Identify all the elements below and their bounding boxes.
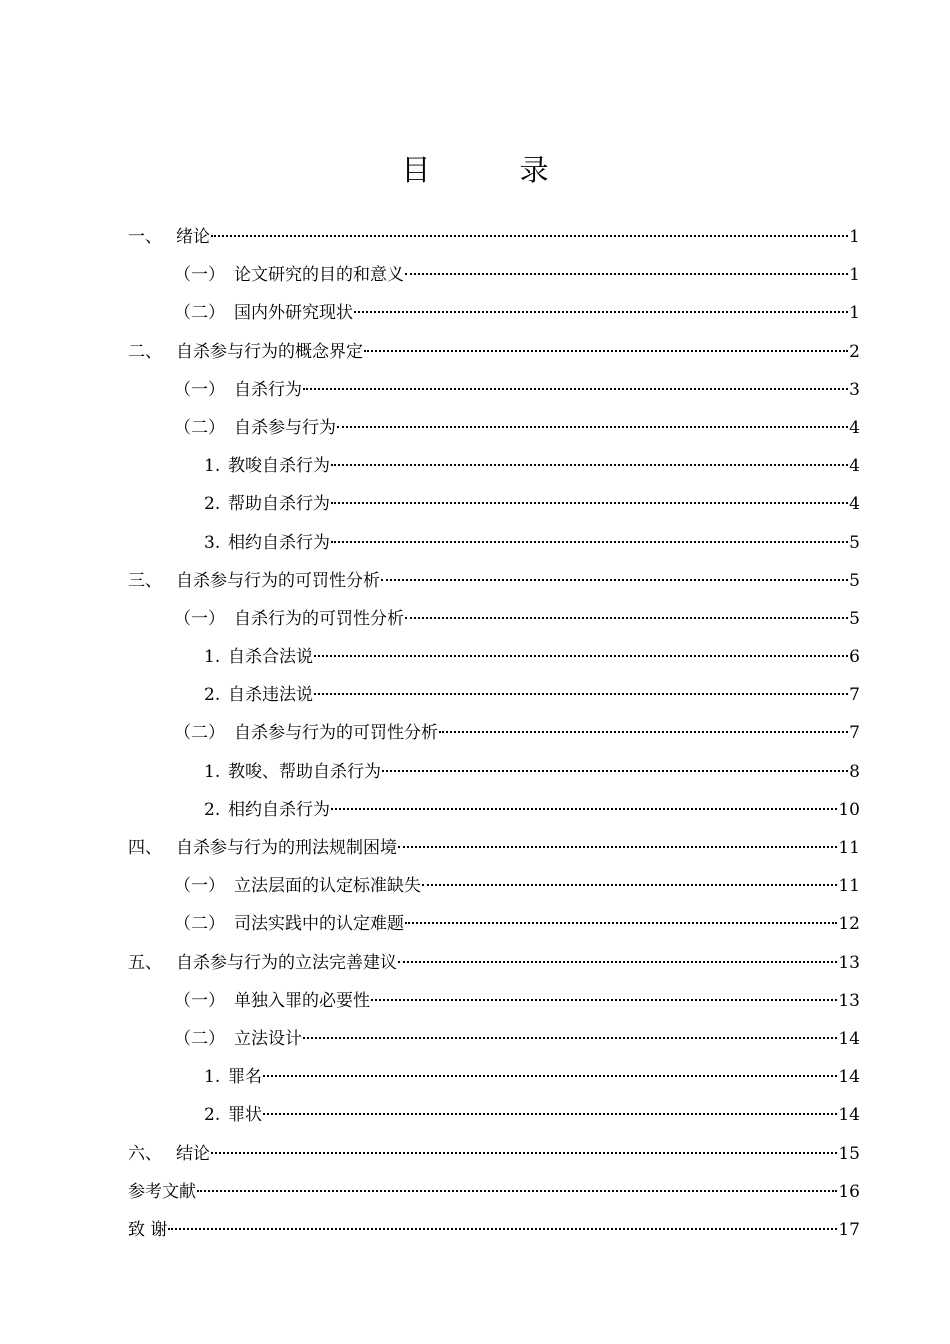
toc-entry-label: 自杀行为 bbox=[234, 379, 302, 400]
toc-entry-number: 2. bbox=[204, 685, 221, 706]
dot-leader bbox=[398, 846, 837, 848]
toc-entry-label: 绪论 bbox=[176, 227, 210, 247]
toc-entry-page-number: 17 bbox=[838, 1219, 860, 1240]
toc-entry-number: 五、 bbox=[128, 952, 162, 973]
toc-entry-level-3[interactable] bbox=[128, 1096, 860, 1134]
toc-entry-label: 国内外研究现状 bbox=[234, 303, 353, 324]
toc-entry-number: （一） bbox=[174, 990, 225, 1011]
toc-entry-page-number: 15 bbox=[838, 1143, 860, 1164]
toc-entry-level-3[interactable] bbox=[128, 676, 860, 714]
toc-entry-label: 自杀参与行为 bbox=[234, 417, 336, 438]
toc-entry-level-3[interactable] bbox=[128, 1058, 860, 1096]
toc-entry-label: 罪状 bbox=[228, 1105, 262, 1126]
toc-entry-level-2[interactable] bbox=[128, 905, 860, 943]
toc-entry-page-number: 7 bbox=[849, 723, 860, 744]
dot-leader bbox=[381, 579, 848, 581]
toc-entry-label: 结论 bbox=[176, 1143, 210, 1164]
toc-entry-level-1[interactable] bbox=[128, 333, 860, 371]
dot-leader bbox=[331, 541, 848, 543]
toc-entry-number: （二） bbox=[174, 303, 225, 324]
toc-entry-label: 自杀违法说 bbox=[228, 685, 313, 706]
toc-entry-number: 2. bbox=[204, 799, 221, 820]
toc-entry-level-3[interactable] bbox=[128, 791, 860, 829]
toc-entry-number: 1. bbox=[204, 647, 221, 668]
dot-leader bbox=[211, 235, 848, 237]
dot-leader bbox=[211, 1152, 837, 1154]
toc-entry-number: （一） bbox=[174, 876, 225, 897]
toc-entry-number: 2. bbox=[204, 494, 221, 515]
toc-entry-number: 1. bbox=[204, 456, 221, 477]
dot-leader bbox=[405, 922, 837, 924]
toc-entry-number: 一、 bbox=[128, 227, 162, 247]
dot-leader bbox=[398, 961, 837, 963]
toc-entry-number: （二） bbox=[174, 417, 225, 438]
dot-leader bbox=[422, 884, 837, 886]
toc-entry-page-number: 14 bbox=[838, 1067, 860, 1088]
toc-entry-level-2[interactable] bbox=[128, 867, 860, 905]
toc-entry-page-number: 14 bbox=[838, 1028, 860, 1049]
toc-entry-level-3[interactable] bbox=[128, 485, 860, 523]
toc-entry-label: 罪名 bbox=[228, 1067, 262, 1088]
toc-entry-level-1[interactable] bbox=[128, 829, 860, 867]
toc-entry-page-number: 1 bbox=[849, 303, 860, 324]
toc-entry-page-number: 11 bbox=[838, 838, 860, 858]
toc-entry-label: 教唆自杀行为 bbox=[228, 456, 330, 477]
toc-entry-level-1[interactable] bbox=[128, 562, 860, 600]
toc-entry-page-number: 13 bbox=[838, 952, 860, 973]
toc-entry-page-number: 8 bbox=[849, 761, 860, 782]
toc-entry-page-number: 5 bbox=[849, 570, 860, 591]
dot-leader bbox=[405, 273, 848, 275]
toc-entry-label: 自杀参与行为的可罚性分析 bbox=[176, 570, 380, 591]
dot-leader bbox=[303, 1037, 837, 1039]
toc-entry-level-3[interactable] bbox=[128, 524, 860, 562]
toc-entry-level-2[interactable] bbox=[128, 256, 860, 294]
toc-entry-page-number: 6 bbox=[849, 647, 860, 668]
dot-leader bbox=[263, 1075, 837, 1077]
toc-entry-number: 1. bbox=[204, 1067, 221, 1088]
toc-entry-number: 1. bbox=[204, 761, 221, 782]
toc-entry-level-2[interactable] bbox=[128, 600, 860, 638]
toc-entry-number: 六、 bbox=[128, 1143, 162, 1164]
toc-entry-label: 司法实践中的认定难题 bbox=[234, 914, 404, 935]
toc-entry-level-2[interactable] bbox=[128, 294, 860, 332]
toc-entry-page-number: 4 bbox=[849, 456, 860, 477]
toc-entry-label: 自杀参与行为的概念界定 bbox=[176, 341, 363, 362]
toc-entry-number: （一） bbox=[174, 608, 225, 629]
dot-leader bbox=[405, 617, 848, 619]
toc-entry-number: （一） bbox=[174, 265, 225, 286]
toc-entry-label: 单独入罪的必要性 bbox=[234, 990, 370, 1011]
toc-entry-level-1[interactable] bbox=[128, 1135, 860, 1173]
toc-entry-level-2[interactable] bbox=[128, 982, 860, 1020]
toc-entry-label: 自杀参与行为的立法完善建议 bbox=[176, 952, 397, 973]
dot-leader bbox=[303, 388, 848, 390]
dot-leader bbox=[354, 311, 848, 313]
toc-entry-page-number: 16 bbox=[838, 1181, 860, 1202]
toc-entry-page-number: 11 bbox=[838, 876, 860, 897]
toc-entry-label: 论文研究的目的和意义 bbox=[234, 265, 404, 286]
toc-entry-page-number: 5 bbox=[849, 532, 860, 553]
toc-entry-number: （二） bbox=[174, 914, 225, 935]
toc-entry-level-1[interactable] bbox=[128, 1173, 860, 1211]
dot-leader bbox=[337, 426, 848, 428]
toc-entry-label: 立法设计 bbox=[234, 1028, 302, 1049]
dot-leader bbox=[263, 1113, 837, 1115]
page-title: 目 录 bbox=[401, 153, 589, 187]
toc-entry-number: 二、 bbox=[128, 341, 162, 362]
toc-entry-label: 自杀参与行为的刑法规制困境 bbox=[176, 838, 397, 858]
toc-entry-level-3[interactable] bbox=[128, 447, 860, 485]
toc-entry-page-number: 2 bbox=[849, 341, 860, 362]
toc-entry-label: 自杀行为的可罚性分析 bbox=[234, 608, 404, 629]
toc-entry-level-2[interactable] bbox=[128, 371, 860, 409]
toc-entry-page-number: 13 bbox=[838, 990, 860, 1011]
toc-entry-label: 自杀参与行为的可罚性分析 bbox=[234, 723, 438, 744]
toc-entry-level-2[interactable] bbox=[128, 409, 860, 447]
dot-leader bbox=[371, 999, 837, 1001]
toc-entry-number: （二） bbox=[174, 1028, 225, 1049]
toc-entry-page-number: 4 bbox=[849, 417, 860, 438]
toc-entry-label: 立法层面的认定标准缺失 bbox=[234, 876, 421, 897]
toc-entry-page-number: 7 bbox=[849, 685, 860, 706]
dot-leader bbox=[314, 693, 848, 695]
table-of-contents bbox=[128, 218, 860, 1249]
toc-entry-label: 致 谢 bbox=[128, 1219, 168, 1240]
toc-entry-page-number: 5 bbox=[849, 608, 860, 629]
dot-leader bbox=[364, 350, 848, 352]
dot-leader bbox=[439, 731, 848, 733]
toc-entry-label: 帮助自杀行为 bbox=[228, 494, 330, 515]
dot-leader bbox=[382, 770, 848, 772]
toc-entry-page-number: 4 bbox=[849, 494, 860, 515]
toc-entry-number: 三、 bbox=[128, 570, 162, 591]
toc-entry-level-2[interactable] bbox=[128, 714, 860, 752]
toc-entry-page-number: 12 bbox=[838, 914, 860, 935]
toc-entry-level-1[interactable] bbox=[128, 218, 860, 256]
toc-entry-label: 自杀合法说 bbox=[228, 647, 313, 668]
dot-leader bbox=[168, 1228, 837, 1230]
toc-entry-label: 教唆、帮助自杀行为 bbox=[228, 761, 381, 782]
toc-entry-label: 相约自杀行为 bbox=[228, 532, 330, 553]
toc-entry-level-2[interactable] bbox=[128, 1020, 860, 1058]
toc-entry-level-3[interactable] bbox=[128, 638, 860, 676]
dot-leader bbox=[197, 1190, 837, 1192]
toc-entry-page-number: 14 bbox=[838, 1105, 860, 1126]
toc-entry-page-number: 3 bbox=[849, 379, 860, 400]
dot-leader bbox=[331, 502, 848, 504]
toc-entry-level-3[interactable] bbox=[128, 753, 860, 791]
toc-entry-label: 参考文献 bbox=[128, 1181, 196, 1202]
toc-entry-number: （二） bbox=[174, 723, 225, 744]
toc-entry-number: （一） bbox=[174, 379, 225, 400]
dot-leader bbox=[331, 464, 848, 466]
toc-entry-page-number: 1 bbox=[849, 265, 860, 286]
toc-entry-number: 2. bbox=[204, 1105, 221, 1126]
toc-entry-level-1[interactable] bbox=[128, 1211, 860, 1249]
toc-entry-number: 四、 bbox=[128, 838, 162, 858]
toc-entry-page-number: 10 bbox=[838, 799, 860, 820]
toc-entry-label: 相约自杀行为 bbox=[228, 799, 330, 820]
toc-entry-number: 3. bbox=[204, 532, 221, 553]
toc-entry-level-1[interactable] bbox=[128, 944, 860, 982]
dot-leader bbox=[331, 808, 837, 810]
toc-entry-page-number: 1 bbox=[849, 227, 860, 247]
dot-leader bbox=[314, 655, 848, 657]
